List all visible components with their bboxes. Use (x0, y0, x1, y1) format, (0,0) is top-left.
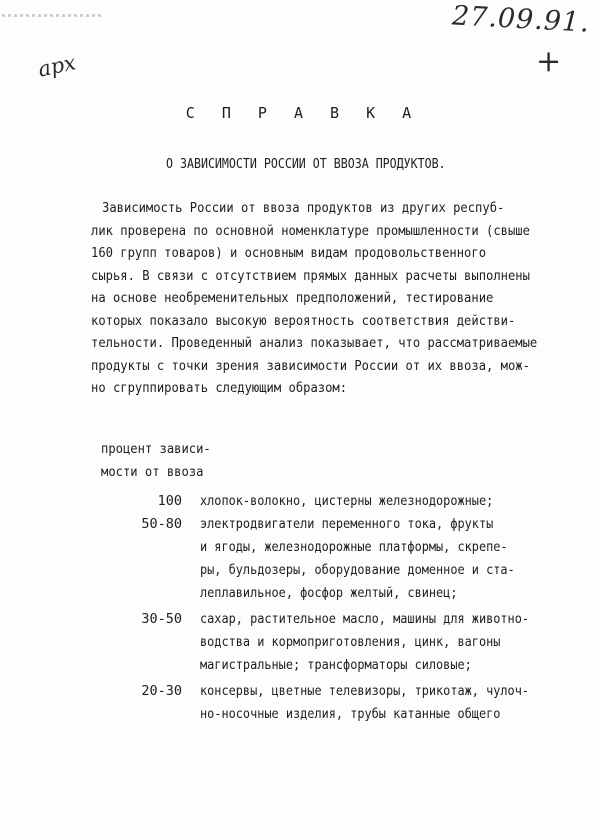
scan-artifact (2, 14, 102, 17)
handwritten-cross-mark: + (536, 44, 562, 79)
group-percent: 20-30 (141, 683, 182, 699)
group-item-line: и ягоды, железнодорожные платформы, скрепе- (200, 539, 508, 555)
group-item-line: водства и кормоприготовления, цинк, вагоны (200, 634, 501, 650)
paragraph-line: 160 групп товаров) и основным видам продовольственного (91, 245, 487, 261)
group-items (200, 493, 530, 516)
paragraph-line: на основе необременительных предположений, тестирование (91, 290, 494, 306)
group-item-line: консервы, цветные телевизоры, трикотаж, чулоч- (200, 683, 530, 699)
header-line: мости от ввоза (101, 464, 204, 480)
group-item-line: ры, бульдозеры, оборудование доменное и ста- (200, 562, 515, 578)
dependency-column-header (101, 441, 223, 487)
handwritten-archive-mark: арх (35, 50, 78, 82)
handwritten-date: 27.09.91. (451, 0, 591, 39)
paragraph-line: Зависимость России от ввоза продуктов из других респуб- (102, 200, 505, 216)
group-percent: 100 (157, 493, 182, 509)
paragraph-line: продукты с точки зрения зависимости России от их ввоза, мож- (91, 357, 530, 374)
paragraph-line: сырья. В связи с отсутствием прямых данных расчеты выполнены (91, 267, 530, 284)
group-items (200, 611, 530, 680)
dependency-group (0, 516, 594, 608)
group-item-line: сахар, растительное масло, машины для животно- (200, 611, 530, 627)
dependency-groups (0, 493, 594, 729)
paragraph-line: которых показало высокую вероятность соответствия действи- (91, 312, 516, 329)
group-item-line: электродвигатели переменного тока, фрукты (200, 516, 494, 532)
group-item-line: но-носочные изделия, трубы катанные общего (200, 706, 501, 722)
group-percent: 50-80 (141, 516, 182, 532)
intro-paragraph (91, 200, 538, 403)
dependency-group (0, 611, 594, 680)
group-items (200, 516, 530, 608)
group-items (200, 683, 530, 729)
group-item-line: хлопок-волокно, цистерны железнодорожные; (200, 493, 494, 509)
paragraph-line: лик проверена по основной номенклатуре промышленности (свыше (91, 222, 530, 239)
group-percent: 30-50 (141, 611, 182, 627)
paragraph-line: тельности. Проведенный анализ показывает, что рассматриваемые (91, 335, 538, 351)
document-title: С П Р А В К А (185, 104, 421, 122)
dependency-group (0, 493, 594, 516)
header-line: процент зависи- (101, 441, 211, 457)
paragraph-line: но сгруппировать следующим образом: (91, 380, 348, 396)
group-item-line: леплавильное, фосфор желтый, свинец; (200, 585, 458, 601)
dependency-group (0, 683, 594, 729)
group-item-line: магистральные; трансформаторы силовые; (200, 657, 472, 673)
document-subtitle: О ЗАВИСИМОСТИ РОССИИ ОТ ВВОЗА ПРОДУКТОВ. (166, 156, 446, 172)
